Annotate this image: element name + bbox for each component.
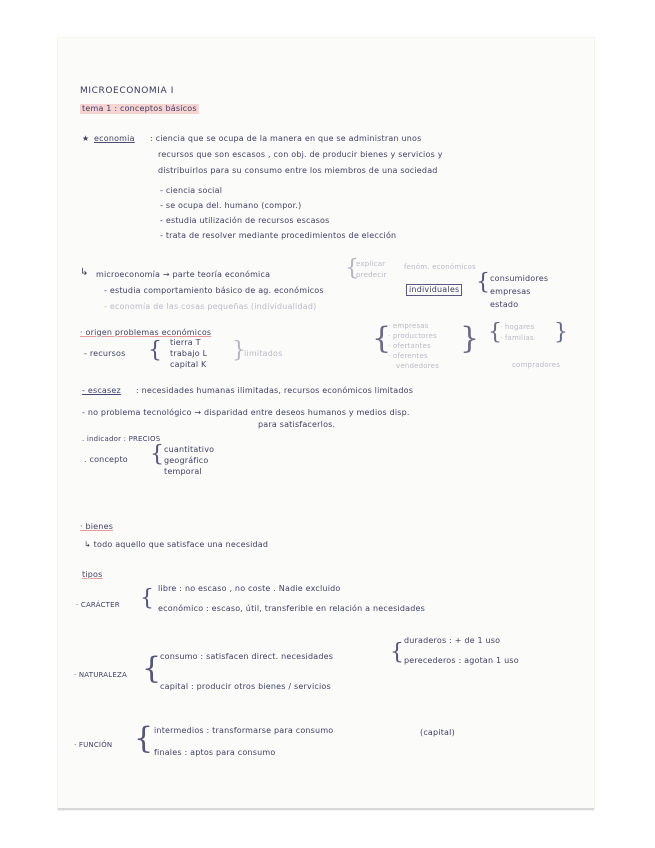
escasez-definition: : necesidades humanas ilimitadas, recursos económicos limitados — [136, 386, 414, 395]
economia-bullet: ★ — [82, 134, 90, 143]
seller-item: · oferentes — [388, 352, 428, 360]
concepto-item: geográfico — [164, 456, 209, 465]
brace-icon: } — [554, 320, 568, 345]
concepto-label: . concepto — [84, 455, 128, 464]
concepto-item: temporal — [164, 467, 202, 476]
bienes-heading: · bienes — [80, 522, 114, 531]
buyer-item: · familias — [500, 334, 534, 342]
economia-def-line3: distribuirlos para su consumo entre los miembros de una sociedad — [158, 166, 438, 175]
brace-icon: { — [140, 586, 154, 611]
micro-line1: microeconomía → parte teoría económica — [96, 270, 271, 279]
naturaleza-duraderos: duraderos : + de 1 uso — [404, 636, 501, 645]
page-title: MICROECONOMIA I — [80, 86, 175, 96]
caracter-economico: económico : escaso, útil, transferible en relación a necesidades — [158, 604, 426, 613]
brace-icon: { — [148, 338, 162, 363]
explicar-text: explicar — [356, 260, 386, 268]
bienes-definition: ↳ todo aquello que satisface una necesidad — [84, 540, 269, 549]
seller-item: vendedores — [396, 362, 440, 370]
economia-bullet-item: - se ocupa del. humano (compor.) — [160, 201, 302, 210]
micro-line2: - estudia comportamiento básico de ag. económicos — [104, 286, 324, 295]
arrow-icon: ↳ — [80, 267, 89, 278]
factor-item: trabajo L — [170, 349, 208, 358]
economia-bullet-item: - estudia utilización de recursos escasos — [160, 216, 330, 225]
naturaleza-capital: capital : producir otros bienes / servicios — [160, 682, 331, 691]
economia-bullet-item: - trata de resolver mediante procedimientos de elección — [160, 231, 397, 240]
predecir-text: predecir — [356, 271, 387, 279]
naturaleza-perecederos: perecederos : agotan 1 uso — [404, 656, 519, 665]
brace-icon: } — [460, 321, 480, 356]
seller-item: · ofertantes — [388, 342, 431, 350]
naturaleza-label: · NATURALEZA — [74, 671, 128, 679]
tipos-heading: tipos — [82, 570, 103, 579]
naturaleza-consumo: consumo : satisfacen direct. necesidades — [160, 652, 334, 661]
brace-icon: } — [232, 338, 246, 363]
factor-item: tierra T — [170, 338, 201, 347]
agent-item: estado — [490, 300, 519, 309]
escasez-term: - escasez — [82, 386, 121, 395]
agent-item: consumidores — [490, 274, 549, 283]
economia-term: economia — [94, 134, 135, 143]
topic-heading: tema 1 : conceptos básicos — [82, 104, 197, 113]
individuales-boxed: individuales — [406, 284, 462, 296]
problema-line1: - no problema tecnológico → disparidad entre deseos humanos y medios disp. — [82, 408, 410, 417]
economia-bullet-item: - ciencia social — [160, 186, 223, 195]
agent-item: empresas — [490, 287, 531, 296]
brace-icon: { — [390, 640, 404, 665]
problema-line2: para satisfacerlos. — [258, 420, 336, 429]
indicador-line: . indicador : PRECIOS — [82, 435, 161, 443]
origen-heading: · origen problemas económicos — [80, 328, 212, 337]
economia-def-line1: : ciencia que se ocupa de la manera en que se administran unos — [150, 134, 422, 143]
brace-icon: { — [142, 651, 162, 686]
brace-icon: { — [488, 320, 502, 345]
seller-item: · productores — [388, 332, 437, 340]
buyer-item: · hogares — [500, 323, 535, 331]
seller-item: · empresas — [388, 322, 429, 330]
factor-item: capital K — [170, 360, 207, 369]
funcion-label: · FUNCIÓN — [74, 741, 113, 749]
brace-icon: { — [150, 442, 164, 467]
economia-def-line2: recursos que son escasos , con obj. de producir bienes y servicios y — [158, 150, 443, 159]
brace-icon: { — [134, 721, 154, 756]
limitados-text: limitados — [244, 349, 283, 358]
brace-icon: { — [476, 270, 490, 295]
funcion-intermedios: intermedios : transformarse para consumo — [154, 726, 334, 735]
funcion-finales: finales : aptos para consumo — [154, 748, 276, 757]
brace-icon: { — [372, 321, 392, 356]
fenomenos-text: fenóm. económicos — [404, 263, 476, 271]
recursos-label: - recursos — [84, 349, 126, 358]
brace-icon: { — [345, 256, 359, 281]
page-bottom-edge — [58, 808, 594, 810]
caracter-libre: libre : no escaso , no coste . Nadie excluido — [158, 584, 341, 593]
micro-line3: - economía de las cosas pequeñas (individualidad) — [104, 302, 317, 311]
caracter-label: · CARÁCTER — [76, 601, 120, 609]
funcion-capital: (capital) — [420, 728, 455, 737]
concepto-item: cuantitativo — [164, 445, 215, 454]
compradores-text: compradores — [512, 361, 561, 369]
